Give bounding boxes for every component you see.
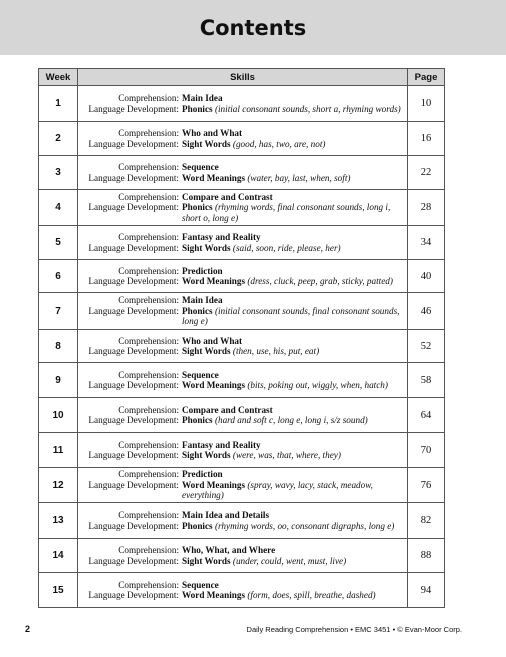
skill-value <box>179 370 407 381</box>
page-number-cell: 94 <box>408 573 445 608</box>
skill-line <box>78 405 407 416</box>
skill-line <box>78 440 407 451</box>
skill-category-label: Language Development: <box>88 276 179 286</box>
skill-category-label: Language Development: <box>88 590 179 600</box>
page-number-cell: 64 <box>408 398 445 433</box>
skill-name: Word Meanings <box>182 380 246 390</box>
skill-line <box>78 162 407 173</box>
skill-value <box>179 556 407 567</box>
skill-category-label: Language Development: <box>88 242 179 253</box>
skill-line <box>78 469 407 480</box>
skill-line <box>78 480 407 501</box>
skill-category-label: Language Development: <box>88 138 179 149</box>
table-row <box>39 398 445 433</box>
skill-value <box>179 510 407 521</box>
skill-detail: (then, use, his, put, eat) <box>232 346 320 356</box>
page-number-cell: 34 <box>408 226 445 260</box>
skill-category-label: Language Development: <box>88 172 179 183</box>
skill-detail: (said, soon, ride, please, her) <box>232 242 341 253</box>
skill-line <box>78 139 407 150</box>
skill-category-label: Comprehension: <box>118 191 179 202</box>
skill-value <box>179 192 407 203</box>
skill-line <box>78 545 407 556</box>
week-number: 2 <box>39 122 78 156</box>
table-row <box>39 260 445 293</box>
skill-category-label: Language Development: <box>88 346 179 356</box>
table-row <box>39 226 445 260</box>
skill-category-label: Comprehension: <box>118 295 179 306</box>
skill-name: Sequence <box>182 579 219 590</box>
skill-detail: (form, does, spill, breathe, dashed) <box>247 590 376 600</box>
skill-name: Word Meanings <box>182 172 246 183</box>
skill-category-label: Comprehension: <box>118 369 179 380</box>
skill-detail: (good, has, two, are, not) <box>232 138 326 149</box>
table-row <box>39 190 445 226</box>
skill-value <box>179 450 407 461</box>
skills-cell <box>78 293 408 330</box>
skill-category-label: Comprehension: <box>118 162 179 172</box>
page-column-header: Page <box>408 69 445 86</box>
skill-value <box>179 295 407 306</box>
skill-category-label: Comprehension: <box>118 93 179 103</box>
skill-value <box>179 306 407 327</box>
skill-name: Who, What, and Where <box>182 545 276 555</box>
week-number: 6 <box>39 260 78 293</box>
week-number: 5 <box>39 226 78 260</box>
skill-name: Fantasy and Reality <box>182 232 261 242</box>
skill-value <box>179 346 407 357</box>
skill-detail: (under, could, went, must, live) <box>232 555 347 566</box>
skill-name: Prediction <box>182 265 223 276</box>
table-row <box>39 433 445 468</box>
skill-category-label: Comprehension: <box>118 404 179 415</box>
skill-line <box>78 556 407 567</box>
table-row <box>39 468 445 503</box>
skill-value <box>179 266 407 277</box>
skill-line <box>78 450 407 461</box>
skill-value <box>179 380 407 391</box>
skill-category-label: Comprehension: <box>118 265 179 276</box>
skill-category-label: Comprehension: <box>118 469 179 480</box>
skill-value <box>179 139 407 150</box>
footer-credit: Daily Reading Comprehension • EMC 3451 • © Evan-Moor Corp. <box>246 625 462 634</box>
skills-cell <box>78 122 408 156</box>
skill-name: Word Meanings <box>182 479 246 490</box>
week-number: 8 <box>39 330 78 363</box>
skill-name: Phonics <box>182 520 213 531</box>
skills-cell <box>78 226 408 260</box>
skill-line <box>78 243 407 254</box>
skill-name: Fantasy and Reality <box>182 439 261 450</box>
page-number-cell: 70 <box>408 433 445 468</box>
skill-name: Sight Words <box>182 555 231 566</box>
skill-category-label: Comprehension: <box>118 439 179 450</box>
contents-table <box>38 68 445 608</box>
week-number: 15 <box>39 573 78 608</box>
skill-category-label: Comprehension: <box>118 128 179 138</box>
skill-category-label: Language Development: <box>88 305 179 316</box>
page-title: Contents <box>199 16 307 40</box>
table-row <box>39 293 445 330</box>
week-number: 1 <box>39 86 78 122</box>
skill-name: Word Meanings <box>182 590 246 600</box>
skill-line <box>78 295 407 306</box>
skill-category-label: Language Development: <box>88 555 179 566</box>
skill-name: Compare and Contrast <box>182 404 273 415</box>
skill-line <box>78 336 407 347</box>
skill-detail: (hard and soft c, long e, long i, s/z sound) <box>214 415 368 425</box>
skill-name: Who and What <box>182 128 243 138</box>
skill-value <box>179 405 407 416</box>
skill-name: Sequence <box>182 162 219 172</box>
week-number: 12 <box>39 468 78 503</box>
skills-cell <box>78 330 408 363</box>
skill-name: Prediction <box>182 469 223 480</box>
skill-detail: (rhyming words, oo, consonant digraphs, long e) <box>214 520 395 531</box>
table-header-row <box>39 69 445 86</box>
week-number: 10 <box>39 398 78 433</box>
skill-name: Phonics <box>182 202 213 213</box>
skill-value <box>179 590 407 601</box>
skill-category-label: Language Development: <box>88 520 179 531</box>
table-row <box>39 539 445 573</box>
skill-value <box>179 521 407 532</box>
skills-cell <box>78 539 408 573</box>
skill-name: Compare and Contrast <box>182 191 273 202</box>
week-column-header: Week <box>39 69 78 86</box>
skill-detail: (dress, cluck, peep, grab, sticky, patted) <box>247 276 393 286</box>
skill-value <box>179 202 407 223</box>
skill-value <box>179 469 407 480</box>
table-row <box>39 363 445 398</box>
skill-name: Phonics <box>182 415 213 425</box>
skill-value <box>179 104 407 115</box>
week-number: 13 <box>39 503 78 539</box>
skill-name: Main Idea and Details <box>182 510 270 520</box>
skill-name: Sight Words <box>182 450 231 460</box>
skills-cell <box>78 363 408 398</box>
page-number-cell: 58 <box>408 363 445 398</box>
skill-line <box>78 521 407 532</box>
skill-category-label: Language Development: <box>88 415 179 425</box>
skill-name: Word Meanings <box>182 276 246 286</box>
skill-value <box>179 336 407 347</box>
skill-name: Who and What <box>182 335 243 346</box>
skill-value <box>179 173 407 184</box>
skill-detail: (spray, wavy, lacy, stack, meadow, everything) <box>182 479 373 501</box>
skill-name: Sight Words <box>182 242 231 253</box>
skill-name: Sight Words <box>182 138 231 149</box>
table-row <box>39 330 445 363</box>
skill-line <box>78 192 407 203</box>
skill-category-label: Comprehension: <box>118 232 179 242</box>
skill-name: Phonics <box>182 103 213 114</box>
skill-category-label: Language Development: <box>88 202 179 213</box>
skill-line <box>78 415 407 426</box>
skill-line <box>78 380 407 391</box>
skill-value <box>179 243 407 254</box>
skill-detail: (bits, poking out, wiggly, when, hatch) <box>247 380 388 390</box>
skill-category-label: Comprehension: <box>118 335 179 346</box>
skill-name: Main Idea <box>182 295 223 306</box>
skill-value <box>179 415 407 426</box>
skill-name: Main Idea <box>182 93 223 103</box>
skill-line <box>78 128 407 139</box>
skill-name: Sequence <box>182 369 219 380</box>
skill-category-label: Language Development: <box>88 479 179 490</box>
week-number: 14 <box>39 539 78 573</box>
page-number-cell: 88 <box>408 539 445 573</box>
skills-cell <box>78 398 408 433</box>
skills-cell <box>78 190 408 226</box>
page-number-cell: 76 <box>408 468 445 503</box>
week-number: 4 <box>39 190 78 226</box>
skills-cell <box>78 156 408 190</box>
skill-line <box>78 104 407 115</box>
contents-table-body <box>39 86 445 608</box>
week-number: 11 <box>39 433 78 468</box>
table-row <box>39 122 445 156</box>
skill-line <box>78 202 407 223</box>
table-row <box>39 503 445 539</box>
skill-name: Sight Words <box>182 346 231 356</box>
skill-category-label: Comprehension: <box>118 579 179 590</box>
skill-category-label: Comprehension: <box>118 545 179 555</box>
skills-cell <box>78 433 408 468</box>
skill-line <box>78 370 407 381</box>
skills-column-header: Skills <box>78 69 408 86</box>
skill-line <box>78 306 407 327</box>
skill-value <box>179 162 407 173</box>
skill-value <box>179 128 407 139</box>
skill-value <box>179 276 407 287</box>
skill-line <box>78 266 407 277</box>
skill-line <box>78 510 407 521</box>
page-number-cell: 82 <box>408 503 445 539</box>
skill-line <box>78 276 407 287</box>
skill-name: Phonics <box>182 305 213 316</box>
page-number-cell: 16 <box>408 122 445 156</box>
skill-value <box>179 480 407 501</box>
table-row <box>39 156 445 190</box>
week-number: 7 <box>39 293 78 330</box>
skill-category-label: Language Development: <box>88 380 179 390</box>
skill-line <box>78 232 407 243</box>
skill-detail: (initial consonant sounds, short a, rhyming words) <box>214 103 401 114</box>
page-number-cell: 22 <box>408 156 445 190</box>
page-number: 2 <box>25 624 31 634</box>
skill-detail: (rhyming words, final consonant sounds, long i, short o, long e) <box>182 202 391 223</box>
week-number: 9 <box>39 363 78 398</box>
skill-value <box>179 580 407 591</box>
skill-detail: (were, was, that, where, they) <box>232 450 341 460</box>
skill-value <box>179 545 407 556</box>
page-number-cell: 40 <box>408 260 445 293</box>
skill-category-label: Language Development: <box>88 103 179 114</box>
skill-value <box>179 232 407 243</box>
page-number-cell: 10 <box>408 86 445 122</box>
skill-detail: (water, bay, last, when, soft) <box>247 172 351 183</box>
skill-line <box>78 590 407 601</box>
skills-cell <box>78 86 408 122</box>
skills-cell <box>78 260 408 293</box>
skill-line <box>78 173 407 184</box>
page-number-cell: 52 <box>408 330 445 363</box>
skills-cell <box>78 573 408 608</box>
table-row <box>39 573 445 608</box>
week-number: 3 <box>39 156 78 190</box>
skills-cell <box>78 503 408 539</box>
skill-line <box>78 580 407 591</box>
skill-category-label: Language Development: <box>88 450 179 460</box>
table-row <box>39 86 445 122</box>
skill-line <box>78 93 407 104</box>
skill-line <box>78 346 407 357</box>
page-number-cell: 46 <box>408 293 445 330</box>
page-number-cell: 28 <box>408 190 445 226</box>
skill-value <box>179 93 407 104</box>
skill-detail: (initial consonant sounds, final consonant sounds, long e) <box>182 305 400 327</box>
skills-cell <box>78 468 408 503</box>
skill-category-label: Comprehension: <box>118 510 179 520</box>
skill-value <box>179 440 407 451</box>
